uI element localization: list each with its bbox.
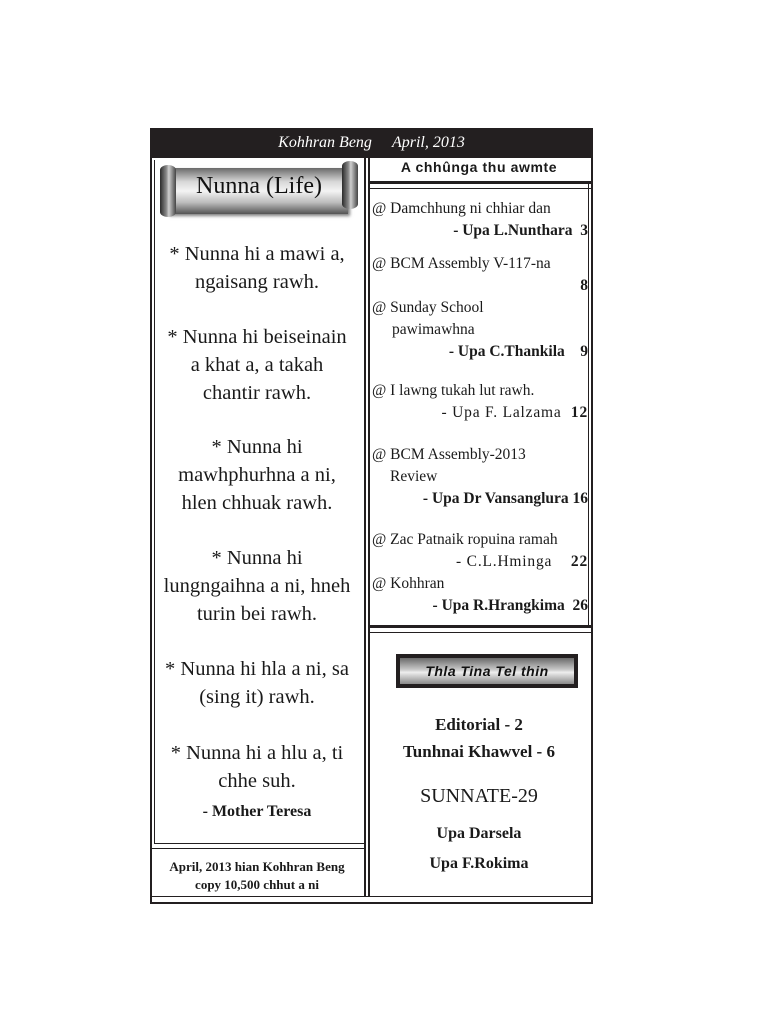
masthead-bar [150, 128, 593, 158]
quote-1 [152, 240, 362, 296]
section-badge [396, 654, 578, 688]
quote-line: hlen chhuak rawh. [181, 492, 333, 514]
issue-date: April, 2013 [391, 134, 465, 151]
toc-page-number: 3 [580, 222, 588, 239]
toc-page-number: 26 [572, 597, 588, 614]
quote-2 [152, 323, 362, 407]
quote-line: ngaisang rawh. [194, 271, 320, 293]
publication-name: Kohhran Beng [278, 134, 372, 151]
toc-item[interactable] [372, 297, 590, 363]
toc-title: @ Kohhran [372, 575, 445, 592]
quote-author: - Mother Teresa [202, 803, 312, 820]
toc-page-number: 16 [572, 490, 588, 507]
toc-title: @ Zac Patnaik ropuina ramah [372, 531, 558, 548]
badge-label: Thla Tina Tel thin [400, 658, 574, 684]
person-name: Upa Darsela [436, 825, 522, 842]
contents-heading: A chhûnga thu awmte [400, 159, 558, 175]
quote-line: chhe suh. [218, 770, 296, 792]
toc-byline: - Upa R.Hrangkima 26 [432, 597, 588, 614]
editorial-line: Editorial - 2 [435, 715, 523, 734]
person-name: Upa F.Rokima [429, 855, 529, 872]
tunhnai-line: Tunhnai Khawvel - 6 [403, 742, 555, 761]
toc-title: Review [390, 468, 438, 485]
toc-item[interactable] [372, 573, 590, 617]
quote-line: lungngaihna a ni, hneh [163, 575, 351, 597]
toc-item[interactable] [372, 253, 590, 297]
quote-line: (sing it) rawh. [199, 686, 315, 708]
toc-page-number: 22 [570, 553, 588, 570]
quote-line: * Nunna hi hla a ni, sa [165, 658, 349, 680]
quote-line: mawhphurhna a ni, [178, 464, 336, 486]
toc-item[interactable] [372, 444, 590, 510]
toc-byline: - Upa F. Lalzama 12 [441, 404, 588, 421]
toc-page-number: 9 [580, 343, 588, 360]
toc-byline: - Upa C.Thankila 9 [448, 343, 588, 360]
toc-byline: - C.L.Hminga 22 [456, 553, 588, 570]
quote-4 [152, 544, 362, 628]
quote-6 [152, 739, 362, 795]
quote-line: * Nunna hi a mawi a, [169, 243, 345, 265]
note-line: April, 2013 hian Kohhran Beng [169, 859, 345, 874]
toc-byline: - Upa L.Nunthara 3 [453, 222, 588, 239]
quote-line: chantir rawh. [202, 382, 312, 404]
quote-line: turin bei rawh. [196, 603, 318, 625]
toc-item[interactable] [372, 198, 590, 242]
toc-title: @ I lawng tukah lut rawh. [372, 382, 535, 399]
title-banner [160, 163, 358, 219]
quote-line: * Nunna hi a hlu a, ti [170, 742, 344, 764]
banner-title: Nunna (Life) [196, 173, 322, 199]
note-line: copy 10,500 chhut a ni [195, 877, 319, 892]
quote-line: a khat a, a takah [190, 354, 324, 376]
quote-line: * Nunna hi beiseinain [167, 326, 347, 348]
toc-title: @ BCM Assembly V-117-na [372, 255, 551, 272]
toc-title: @ Damchhung ni chhiar dan [372, 200, 551, 217]
toc-item[interactable] [372, 529, 590, 573]
toc-byline [372, 275, 590, 297]
print-run-note [152, 858, 362, 894]
quote-line: * Nunna hi [211, 436, 303, 458]
toc-title: @ BCM Assembly-2013 [372, 446, 526, 463]
sunnate-heading: SUNNATE-29 [420, 785, 538, 807]
toc-page-number: 8 [580, 277, 588, 294]
quote-line: * Nunna hi [211, 547, 303, 569]
toc-title: pawimawhna [392, 321, 475, 338]
quote-5 [152, 655, 362, 711]
toc-byline: - Upa Dr Vansanglura 16 [422, 490, 588, 507]
toc-page-number: 12 [570, 404, 588, 421]
toc-item[interactable] [372, 380, 590, 424]
quote-3 [152, 433, 362, 517]
toc-title: @ Sunday School [372, 299, 484, 316]
